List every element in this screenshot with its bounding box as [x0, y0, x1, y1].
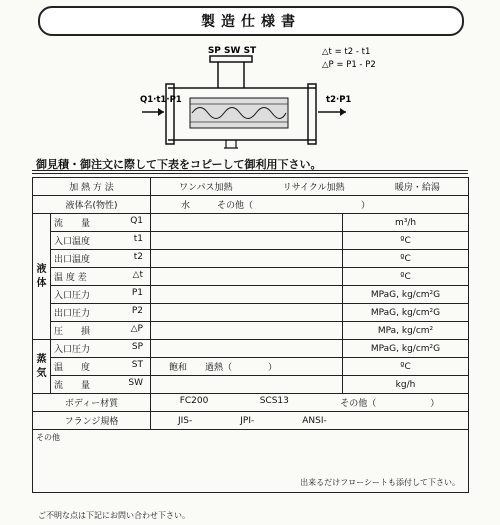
option-jpi[interactable]: JPI-: [240, 415, 255, 426]
steam-inlet-press-unit: MPaG, kg/cm²G: [343, 340, 469, 358]
option-ansi[interactable]: ANSI-: [302, 415, 327, 426]
temp-diff-symbol: △t: [132, 270, 143, 280]
option-recycle[interactable]: リサイクル加熱: [282, 183, 345, 193]
heater-diagram: [0, 40, 500, 155]
heating-method-label: 加 熱 方 法: [33, 178, 151, 196]
body-material-label: ボディー材質: [33, 394, 151, 412]
outlet-temp-label: 出口温度: [54, 255, 91, 265]
formula-delta-t: △t = t2 - t1: [322, 47, 371, 57]
steam-flow-label: 流 量: [54, 381, 91, 391]
inlet-temp-unit: ºC: [343, 232, 469, 250]
inlet-press-label: 入口圧力: [54, 291, 91, 301]
press-loss-label: 圧 損: [54, 327, 91, 337]
body-material-options[interactable]: [151, 394, 469, 412]
steam-flow-symbol: SW: [128, 378, 143, 388]
option-other-material[interactable]: その他（ ）: [340, 399, 440, 409]
temp-diff-input[interactable]: [151, 268, 343, 286]
row-steam-inlet-press: [33, 340, 469, 358]
row-inlet-temp: [33, 232, 469, 250]
flow-symbol: Q1: [130, 216, 143, 226]
temp-diff-unit: ºC: [343, 268, 469, 286]
inlet-temp-label: 入口温度: [54, 237, 91, 247]
steam-inlet-press-input[interactable]: [151, 340, 343, 358]
steam-flow-input[interactable]: [151, 376, 343, 394]
outlet-temp-unit: ºC: [343, 250, 469, 268]
row-steam-temp: [33, 358, 469, 376]
footer-note: ご不明な点は下記にお問い合わせ下さい。: [38, 511, 190, 520]
formula-delta-p: △P = P1 - P2: [322, 60, 376, 70]
flowsheet-note: 出来るだけフローシートも添付して下さい。: [300, 478, 461, 487]
liquid-group-label: 液 体: [33, 214, 51, 340]
option-fc200[interactable]: FC200: [179, 396, 209, 406]
other-field[interactable]: [33, 430, 469, 493]
steam-temp-unit: ºC: [343, 358, 469, 376]
row-press-loss: [33, 322, 469, 340]
row-outlet-press: [33, 304, 469, 322]
outlet-label: t2·P1: [326, 95, 352, 105]
row-flow: [33, 214, 469, 232]
steam-group-label: 蒸 気: [33, 340, 51, 394]
flange-options[interactable]: [151, 412, 469, 430]
outlet-press-unit: MPaG, kg/cm²G: [343, 304, 469, 322]
divider: [32, 173, 468, 174]
instruction-text: 御見積・御注文に際して下表をコピーして御利用下さい。: [36, 158, 322, 171]
other-label: その他: [36, 433, 60, 442]
liquid-name-field[interactable]: 水 その他（ ）: [151, 196, 469, 214]
document-title: 製造仕様書: [38, 6, 464, 36]
inlet-press-symbol: P1: [131, 288, 143, 298]
row-liquid-name: [33, 196, 469, 214]
row-steam-flow: [33, 376, 469, 394]
liquid-name-label: 液体名(物性): [33, 196, 151, 214]
row-inlet-press: [33, 286, 469, 304]
steam-flow-unit: kg/h: [343, 376, 469, 394]
inlet-press-unit: MPaG, kg/cm²G: [343, 286, 469, 304]
row-flange: [33, 412, 469, 430]
steam-port-label: SP SW ST: [207, 46, 257, 56]
press-loss-symbol: △P: [130, 324, 143, 334]
inlet-press-input[interactable]: [151, 286, 343, 304]
outlet-temp-symbol: t2: [133, 252, 143, 262]
inlet-label: Q1·t1·P1: [140, 95, 182, 105]
outlet-press-label: 出口圧力: [54, 309, 91, 319]
outlet-temp-input[interactable]: [151, 250, 343, 268]
row-heating-method: [33, 178, 469, 196]
steam-temp-label: 温 度: [54, 363, 91, 373]
inlet-temp-input[interactable]: [151, 232, 343, 250]
spec-table: [32, 177, 469, 493]
heating-method-options[interactable]: [151, 178, 469, 196]
option-scs13[interactable]: SCS13: [259, 396, 289, 406]
option-jis[interactable]: JIS-: [178, 415, 193, 426]
press-loss-input[interactable]: [151, 322, 343, 340]
outlet-press-input[interactable]: [151, 304, 343, 322]
flange-label: フランジ規格: [33, 412, 151, 430]
divider: [32, 170, 468, 171]
flow-input[interactable]: [151, 214, 343, 232]
inlet-temp-symbol: t1: [133, 234, 143, 244]
steam-temp-input[interactable]: 飽和 過熱（ ）: [151, 358, 343, 376]
option-heating-supply[interactable]: 暖房・給湯: [394, 183, 440, 193]
steam-temp-symbol: ST: [131, 360, 143, 370]
option-one-pass[interactable]: ワンパス加熱: [179, 183, 233, 193]
row-other: [33, 430, 469, 493]
press-loss-unit: MPa, kg/cm²: [343, 322, 469, 340]
flow-unit: m³/h: [343, 214, 469, 232]
row-temp-diff: [33, 268, 469, 286]
flow-label: 流 量: [54, 219, 91, 229]
steam-inlet-press-label: 入口圧力: [54, 345, 91, 355]
row-outlet-temp: [33, 250, 469, 268]
row-body-material: [33, 394, 469, 412]
outlet-press-symbol: P2: [131, 306, 143, 316]
steam-inlet-press-symbol: SP: [131, 342, 143, 352]
temp-diff-label: 温 度 差: [54, 273, 87, 283]
